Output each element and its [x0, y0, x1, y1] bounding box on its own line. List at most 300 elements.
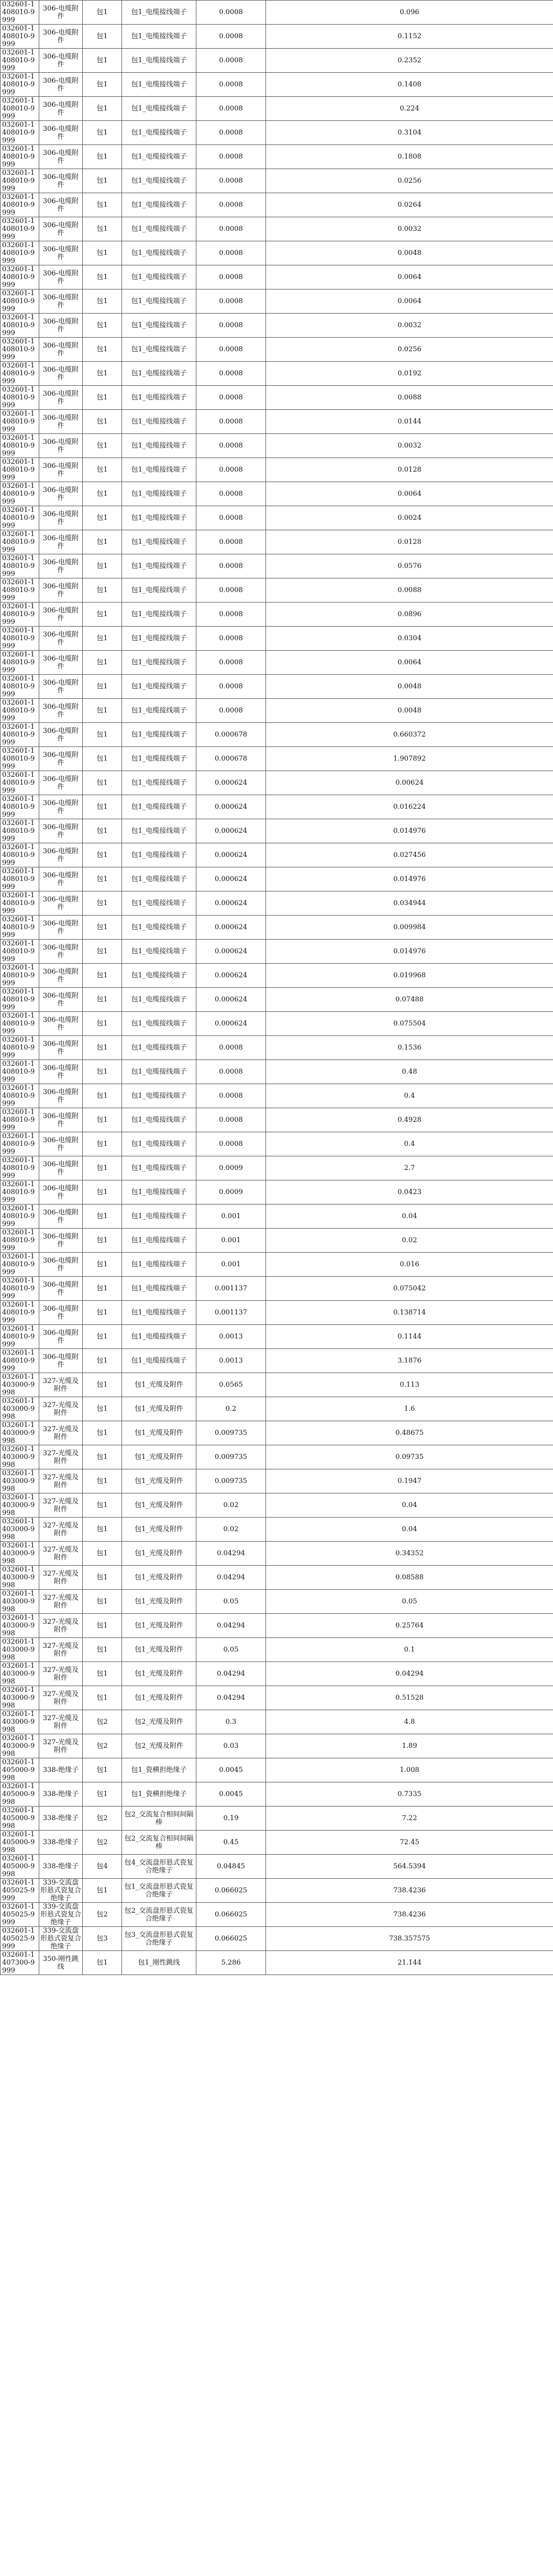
- material-code-cell: 032601-1408010-9999: [1, 795, 39, 819]
- package-name-cell: 包1_电缆接线端子: [122, 940, 196, 964]
- total-cell: 1.6: [266, 1397, 553, 1421]
- package-cell: 包2: [83, 1710, 122, 1734]
- table-row: [1, 1229, 553, 1253]
- unit-price-cell: 0.04294: [196, 1614, 266, 1638]
- table-row: [1, 819, 553, 843]
- package-name-cell: 包1_电缆接线端子: [122, 1036, 196, 1060]
- unit-price-cell: 0.001: [196, 1253, 266, 1277]
- material-code-cell: 032601-1408010-9999: [1, 458, 39, 482]
- material-code-cell: 032601-1403000-9998: [1, 1542, 39, 1566]
- total-cell: 4.8: [266, 1710, 553, 1734]
- package-name-cell: 包2_交流复合相间间隔棒: [122, 1831, 196, 1855]
- package-name-cell: 包1_电缆接线端子: [122, 386, 196, 410]
- material-code-cell: 032601-1408010-9999: [1, 265, 39, 289]
- package-cell: 包1: [83, 1084, 122, 1108]
- total-cell: 0.48675: [266, 1421, 553, 1445]
- category-cell: 306-电缆附件: [39, 1012, 83, 1036]
- package-name-cell: 包1_光缆及附件: [122, 1614, 196, 1638]
- package-cell: 包1: [83, 867, 122, 891]
- category-cell: 306-电缆附件: [39, 867, 83, 891]
- package-cell: 包1: [83, 1, 122, 25]
- table-row: [1, 1662, 553, 1686]
- package-name-cell: 包1_电缆接线端子: [122, 1156, 196, 1180]
- package-name-cell: 包1_电缆接线端子: [122, 1012, 196, 1036]
- material-code-cell: 032601-1408010-9999: [1, 314, 39, 338]
- package-cell: 包2: [83, 1806, 122, 1831]
- table-row: [1, 1, 553, 25]
- unit-price-cell: 0.0008: [196, 169, 266, 193]
- total-cell: 0.075504: [266, 1012, 553, 1036]
- unit-price-cell: 0.02: [196, 1518, 266, 1542]
- category-cell: 327-光缆及附件: [39, 1421, 83, 1445]
- material-code-cell: 032601-1408010-9999: [1, 217, 39, 241]
- unit-price-cell: 0.0008: [196, 675, 266, 699]
- material-code-cell: 032601-1408010-9999: [1, 121, 39, 145]
- total-cell: 0.04294: [266, 1662, 553, 1686]
- package-cell: 包1: [83, 771, 122, 795]
- material-code-cell: 032601-1408010-9999: [1, 747, 39, 771]
- material-code-cell: 032601-1408010-9999: [1, 97, 39, 121]
- total-cell: 0.1152: [266, 25, 553, 49]
- category-cell: 306-电缆附件: [39, 338, 83, 362]
- total-cell: 0.04: [266, 1518, 553, 1542]
- table-row: [1, 241, 553, 265]
- material-code-cell: 032601-1408010-9999: [1, 338, 39, 362]
- material-code-cell: 032601-1408010-9999: [1, 241, 39, 265]
- material-code-cell: 032601-1408010-9999: [1, 1229, 39, 1253]
- total-cell: 0.7335: [266, 1782, 553, 1806]
- package-name-cell: 包1_光缆及附件: [122, 1518, 196, 1542]
- package-cell: 包1: [83, 747, 122, 771]
- table-row: [1, 506, 553, 530]
- package-name-cell: 包1_电缆接线端子: [122, 891, 196, 916]
- material-code-cell: 032601-1408010-9999: [1, 723, 39, 747]
- material-code-cell: 032601-1408010-9999: [1, 651, 39, 675]
- table-row: [1, 1373, 553, 1397]
- material-code-cell: 032601-1408010-9999: [1, 1301, 39, 1325]
- category-cell: 306-电缆附件: [39, 73, 83, 97]
- material-code-cell: 032601-1408010-9999: [1, 867, 39, 891]
- category-cell: 306-电缆附件: [39, 434, 83, 458]
- material-code-cell: 032601-1403000-9998: [1, 1397, 39, 1421]
- package-name-cell: 包1_电缆接线端子: [122, 1301, 196, 1325]
- material-code-cell: 032601-1403000-9998: [1, 1566, 39, 1590]
- package-cell: 包1: [83, 338, 122, 362]
- table-row: [1, 1782, 553, 1806]
- package-name-cell: 包1_电缆接线端子: [122, 289, 196, 314]
- category-cell: 306-电缆附件: [39, 49, 83, 73]
- category-cell: 306-电缆附件: [39, 891, 83, 916]
- package-cell: 包1: [83, 73, 122, 97]
- total-cell: 0.34352: [266, 1542, 553, 1566]
- package-name-cell: 包1_电缆接线端子: [122, 25, 196, 49]
- total-cell: 0.019968: [266, 964, 553, 988]
- unit-price-cell: 0.0008: [196, 265, 266, 289]
- unit-price-cell: 0.0008: [196, 651, 266, 675]
- unit-price-cell: 0.0008: [196, 458, 266, 482]
- unit-price-cell: 0.009735: [196, 1469, 266, 1493]
- unit-price-cell: 0.0045: [196, 1758, 266, 1782]
- category-cell: 306-电缆附件: [39, 25, 83, 49]
- unit-price-cell: 0.0008: [196, 554, 266, 578]
- package-name-cell: 包1_电缆接线端子: [122, 1060, 196, 1084]
- category-cell: 350-刚性跳线: [39, 1951, 83, 1975]
- package-cell: 包1: [83, 1012, 122, 1036]
- category-cell: 306-电缆附件: [39, 627, 83, 651]
- package-cell: 包1: [83, 1277, 122, 1301]
- category-cell: 306-电缆附件: [39, 410, 83, 434]
- total-cell: 0.48: [266, 1060, 553, 1084]
- package-cell: 包1: [83, 1879, 122, 1903]
- package-cell: 包1: [83, 1493, 122, 1518]
- package-name-cell: 包1_电缆接线端子: [122, 1180, 196, 1205]
- table-row: [1, 1614, 553, 1638]
- material-code-cell: 032601-1408010-9999: [1, 1, 39, 25]
- category-cell: 306-电缆附件: [39, 1180, 83, 1205]
- package-cell: 包1: [83, 386, 122, 410]
- material-code-cell: 032601-1405000-9998: [1, 1831, 39, 1855]
- package-cell: 包1: [83, 940, 122, 964]
- total-cell: 0.02: [266, 1229, 553, 1253]
- unit-price-cell: 0.0008: [196, 314, 266, 338]
- unit-price-cell: 0.0013: [196, 1349, 266, 1373]
- table-row: [1, 1927, 553, 1951]
- material-code-cell: 032601-1408010-9999: [1, 1349, 39, 1373]
- category-cell: 327-光缆及附件: [39, 1686, 83, 1710]
- unit-price-cell: 0.0008: [196, 386, 266, 410]
- category-cell: 338-绝缘子: [39, 1806, 83, 1831]
- table-row: [1, 1132, 553, 1156]
- unit-price-cell: 0.001137: [196, 1301, 266, 1325]
- table-row: [1, 1108, 553, 1132]
- table-row: [1, 458, 553, 482]
- category-cell: 306-电缆附件: [39, 217, 83, 241]
- table-row: [1, 1253, 553, 1277]
- category-cell: 306-电缆附件: [39, 964, 83, 988]
- table-row: [1, 410, 553, 434]
- category-cell: 306-电缆附件: [39, 458, 83, 482]
- material-code-cell: 032601-1408010-9999: [1, 49, 39, 73]
- unit-price-cell: 0.04294: [196, 1662, 266, 1686]
- unit-price-cell: 0.04845: [196, 1855, 266, 1879]
- package-name-cell: 包1_电缆接线端子: [122, 193, 196, 217]
- table-row: [1, 867, 553, 891]
- package-name-cell: 包1_电缆接线端子: [122, 169, 196, 193]
- package-name-cell: 包1_电缆接线端子: [122, 1084, 196, 1108]
- material-code-cell: 032601-1403000-9998: [1, 1469, 39, 1493]
- table-row: [1, 1421, 553, 1445]
- package-name-cell: 包1_光缆及附件: [122, 1397, 196, 1421]
- material-code-cell: 032601-1408010-9999: [1, 964, 39, 988]
- category-cell: 306-电缆附件: [39, 1, 83, 25]
- unit-price-cell: 0.0008: [196, 1108, 266, 1132]
- package-cell: 包1: [83, 1349, 122, 1373]
- category-cell: 306-电缆附件: [39, 1156, 83, 1180]
- package-name-cell: 包1_电缆接线端子: [122, 723, 196, 747]
- table-row: [1, 1445, 553, 1469]
- total-cell: 0.0128: [266, 530, 553, 554]
- table-row: [1, 675, 553, 699]
- unit-price-cell: 0.000624: [196, 964, 266, 988]
- package-cell: 包1: [83, 1108, 122, 1132]
- package-cell: 包1: [83, 1397, 122, 1421]
- package-cell: 包1: [83, 482, 122, 506]
- table-row: [1, 723, 553, 747]
- unit-price-cell: 0.009735: [196, 1445, 266, 1469]
- table-row: [1, 1180, 553, 1205]
- material-code-cell: 032601-1403000-9998: [1, 1493, 39, 1518]
- material-code-cell: 032601-1403000-9998: [1, 1445, 39, 1469]
- category-cell: 306-电缆附件: [39, 506, 83, 530]
- package-name-cell: 包1_电缆接线端子: [122, 410, 196, 434]
- package-cell: 包1: [83, 314, 122, 338]
- package-name-cell: 包1_瓷横担绝缘子: [122, 1782, 196, 1806]
- package-cell: 包1: [83, 1229, 122, 1253]
- material-code-cell: 032601-1408010-9999: [1, 940, 39, 964]
- category-cell: 306-电缆附件: [39, 795, 83, 819]
- unit-price-cell: 0.0008: [196, 73, 266, 97]
- unit-price-cell: 0.0013: [196, 1325, 266, 1349]
- total-cell: 738.4236: [266, 1903, 553, 1927]
- unit-price-cell: 5.286: [196, 1951, 266, 1975]
- category-cell: 327-光缆及附件: [39, 1518, 83, 1542]
- material-code-cell: 032601-1408010-9999: [1, 145, 39, 169]
- package-cell: 包4: [83, 1855, 122, 1879]
- unit-price-cell: 0.001137: [196, 1277, 266, 1301]
- table-row: [1, 603, 553, 627]
- category-cell: 306-电缆附件: [39, 699, 83, 723]
- package-cell: 包1: [83, 675, 122, 699]
- unit-price-cell: 0.0008: [196, 506, 266, 530]
- table-row: [1, 1493, 553, 1518]
- material-code-cell: 032601-1408010-9999: [1, 627, 39, 651]
- total-cell: 738.4236: [266, 1879, 553, 1903]
- package-name-cell: 包1_电缆接线端子: [122, 49, 196, 73]
- category-cell: 306-电缆附件: [39, 482, 83, 506]
- category-cell: 327-光缆及附件: [39, 1469, 83, 1493]
- category-cell: 306-电缆附件: [39, 1253, 83, 1277]
- package-name-cell: 包1_电缆接线端子: [122, 1325, 196, 1349]
- unit-price-cell: 0.000624: [196, 891, 266, 916]
- package-name-cell: 包1_光缆及附件: [122, 1445, 196, 1469]
- category-cell: 306-电缆附件: [39, 771, 83, 795]
- unit-price-cell: 0.000624: [196, 1012, 266, 1036]
- category-cell: 306-电缆附件: [39, 843, 83, 867]
- package-cell: 包1: [83, 1036, 122, 1060]
- unit-price-cell: 0.0045: [196, 1782, 266, 1806]
- table-row: [1, 265, 553, 289]
- total-cell: 0.660372: [266, 723, 553, 747]
- material-code-cell: 032601-1405000-9998: [1, 1855, 39, 1879]
- total-cell: 0.0576: [266, 554, 553, 578]
- package-name-cell: 包2_交流复合相间间隔棒: [122, 1806, 196, 1831]
- total-cell: 0.0024: [266, 506, 553, 530]
- package-name-cell: 包2_光缆及附件: [122, 1710, 196, 1734]
- table-row: [1, 1903, 553, 1927]
- package-name-cell: 包1_瓷横担绝缘子: [122, 1758, 196, 1782]
- material-code-cell: 032601-1408010-9999: [1, 362, 39, 386]
- table-row: [1, 1349, 553, 1373]
- package-cell: 包1: [83, 1373, 122, 1397]
- package-cell: 包1: [83, 1253, 122, 1277]
- unit-price-cell: 0.0008: [196, 1132, 266, 1156]
- package-cell: 包1: [83, 1156, 122, 1180]
- category-cell: 339-交流盘形悬式瓷复合绝缘子: [39, 1903, 83, 1927]
- material-code-cell: 032601-1403000-9998: [1, 1614, 39, 1638]
- material-code-cell: 032601-1408010-9999: [1, 530, 39, 554]
- table-row: [1, 1156, 553, 1180]
- total-cell: 0.0264: [266, 193, 553, 217]
- category-cell: 327-光缆及附件: [39, 1638, 83, 1662]
- package-cell: 包1: [83, 699, 122, 723]
- total-cell: 2.7: [266, 1156, 553, 1180]
- unit-price-cell: 0.0008: [196, 530, 266, 554]
- table-row: [1, 49, 553, 73]
- material-code-cell: 032601-1408010-9999: [1, 193, 39, 217]
- material-code-cell: 032601-1408010-9999: [1, 1253, 39, 1277]
- package-cell: 包1: [83, 1205, 122, 1229]
- unit-price-cell: 0.000624: [196, 916, 266, 940]
- package-name-cell: 包1_光缆及附件: [122, 1493, 196, 1518]
- unit-price-cell: 0.0008: [196, 49, 266, 73]
- category-cell: 306-电缆附件: [39, 386, 83, 410]
- material-code-cell: 032601-1405000-9998: [1, 1782, 39, 1806]
- package-name-cell: 包1_电缆接线端子: [122, 1108, 196, 1132]
- package-cell: 包1: [83, 97, 122, 121]
- table-row: [1, 1397, 553, 1421]
- package-cell: 包1: [83, 169, 122, 193]
- category-cell: 306-电缆附件: [39, 916, 83, 940]
- category-cell: 327-光缆及附件: [39, 1614, 83, 1638]
- unit-price-cell: 0.000678: [196, 723, 266, 747]
- total-cell: 0.1947: [266, 1469, 553, 1493]
- total-cell: 0.224: [266, 97, 553, 121]
- category-cell: 306-电缆附件: [39, 1229, 83, 1253]
- total-cell: 0.1808: [266, 145, 553, 169]
- category-cell: 306-电缆附件: [39, 289, 83, 314]
- package-cell: 包1: [83, 410, 122, 434]
- total-cell: 0.05: [266, 1590, 553, 1614]
- package-name-cell: 包1_电缆接线端子: [122, 675, 196, 699]
- unit-price-cell: 0.45: [196, 1831, 266, 1855]
- package-cell: 包1: [83, 458, 122, 482]
- package-name-cell: 包1_电缆接线端子: [122, 265, 196, 289]
- table-row: [1, 482, 553, 506]
- package-cell: 包1: [83, 1758, 122, 1782]
- material-code-cell: 032601-1408010-9999: [1, 386, 39, 410]
- unit-price-cell: 0.000624: [196, 988, 266, 1012]
- package-name-cell: 包1_电缆接线端子: [122, 338, 196, 362]
- unit-price-cell: 0.0008: [196, 241, 266, 265]
- package-cell: 包1: [83, 651, 122, 675]
- table-row: [1, 289, 553, 314]
- package-cell: 包1: [83, 578, 122, 603]
- total-cell: 0.0256: [266, 338, 553, 362]
- total-cell: 0.04: [266, 1205, 553, 1229]
- category-cell: 327-光缆及附件: [39, 1590, 83, 1614]
- unit-price-cell: 0.0008: [196, 1036, 266, 1060]
- category-cell: 306-电缆附件: [39, 1084, 83, 1108]
- unit-price-cell: 0.0008: [196, 603, 266, 627]
- category-cell: 306-电缆附件: [39, 169, 83, 193]
- total-cell: 0.51528: [266, 1686, 553, 1710]
- table-row: [1, 916, 553, 940]
- table-row: [1, 964, 553, 988]
- package-cell: 包1: [83, 121, 122, 145]
- category-cell: 306-电缆附件: [39, 940, 83, 964]
- total-cell: 564.5394: [266, 1855, 553, 1879]
- package-name-cell: 包1_电缆接线端子: [122, 651, 196, 675]
- package-cell: 包1: [83, 1132, 122, 1156]
- material-code-cell: 032601-1408010-9999: [1, 169, 39, 193]
- category-cell: 338-绝缘子: [39, 1855, 83, 1879]
- table-row: [1, 1036, 553, 1060]
- total-cell: 0.0048: [266, 699, 553, 723]
- package-name-cell: 包1_电缆接线端子: [122, 241, 196, 265]
- total-cell: 0.0256: [266, 169, 553, 193]
- category-cell: 306-电缆附件: [39, 819, 83, 843]
- total-cell: 0.3104: [266, 121, 553, 145]
- material-code-cell: 032601-1408010-9999: [1, 916, 39, 940]
- table-row: [1, 386, 553, 410]
- total-cell: 0.016224: [266, 795, 553, 819]
- unit-price-cell: 0.0008: [196, 362, 266, 386]
- package-name-cell: 包1_电缆接线端子: [122, 916, 196, 940]
- category-cell: 306-电缆附件: [39, 1301, 83, 1325]
- package-name-cell: 包1_电缆接线端子: [122, 1205, 196, 1229]
- package-cell: 包1: [83, 916, 122, 940]
- package-cell: 包1: [83, 1686, 122, 1710]
- category-cell: 327-光缆及附件: [39, 1445, 83, 1469]
- category-cell: 306-电缆附件: [39, 723, 83, 747]
- package-name-cell: 包1_电缆接线端子: [122, 434, 196, 458]
- category-cell: 306-电缆附件: [39, 1205, 83, 1229]
- table-row: [1, 217, 553, 241]
- unit-price-cell: 0.001: [196, 1229, 266, 1253]
- package-name-cell: 包1_电缆接线端子: [122, 819, 196, 843]
- package-cell: 包1: [83, 145, 122, 169]
- total-cell: 0.034944: [266, 891, 553, 916]
- total-cell: 7.22: [266, 1806, 553, 1831]
- package-cell: 包1: [83, 1782, 122, 1806]
- table-row: [1, 1012, 553, 1036]
- total-cell: 1.008: [266, 1758, 553, 1782]
- package-cell: 包1: [83, 241, 122, 265]
- unit-price-cell: 0.000624: [196, 940, 266, 964]
- package-cell: 包1: [83, 193, 122, 217]
- table-row: [1, 1951, 553, 1975]
- unit-price-cell: 0.04294: [196, 1686, 266, 1710]
- category-cell: 327-光缆及附件: [39, 1566, 83, 1590]
- package-name-cell: 包1_电缆接线端子: [122, 988, 196, 1012]
- table-row: [1, 627, 553, 651]
- category-cell: 306-电缆附件: [39, 241, 83, 265]
- package-cell: 包1: [83, 1614, 122, 1638]
- category-cell: 306-电缆附件: [39, 314, 83, 338]
- total-cell: 0.138714: [266, 1301, 553, 1325]
- unit-price-cell: 0.0009: [196, 1156, 266, 1180]
- package-name-cell: 包1_电缆接线端子: [122, 1349, 196, 1373]
- material-code-cell: 032601-1403000-9998: [1, 1734, 39, 1758]
- total-cell: 0.0032: [266, 434, 553, 458]
- total-cell: 0.1536: [266, 1036, 553, 1060]
- total-cell: 0.1: [266, 1638, 553, 1662]
- package-name-cell: 包1_光缆及附件: [122, 1686, 196, 1710]
- package-cell: 包1: [83, 723, 122, 747]
- total-cell: 0.0304: [266, 627, 553, 651]
- total-cell: 0.096: [266, 1, 553, 25]
- material-code-cell: 032601-1408010-9999: [1, 1108, 39, 1132]
